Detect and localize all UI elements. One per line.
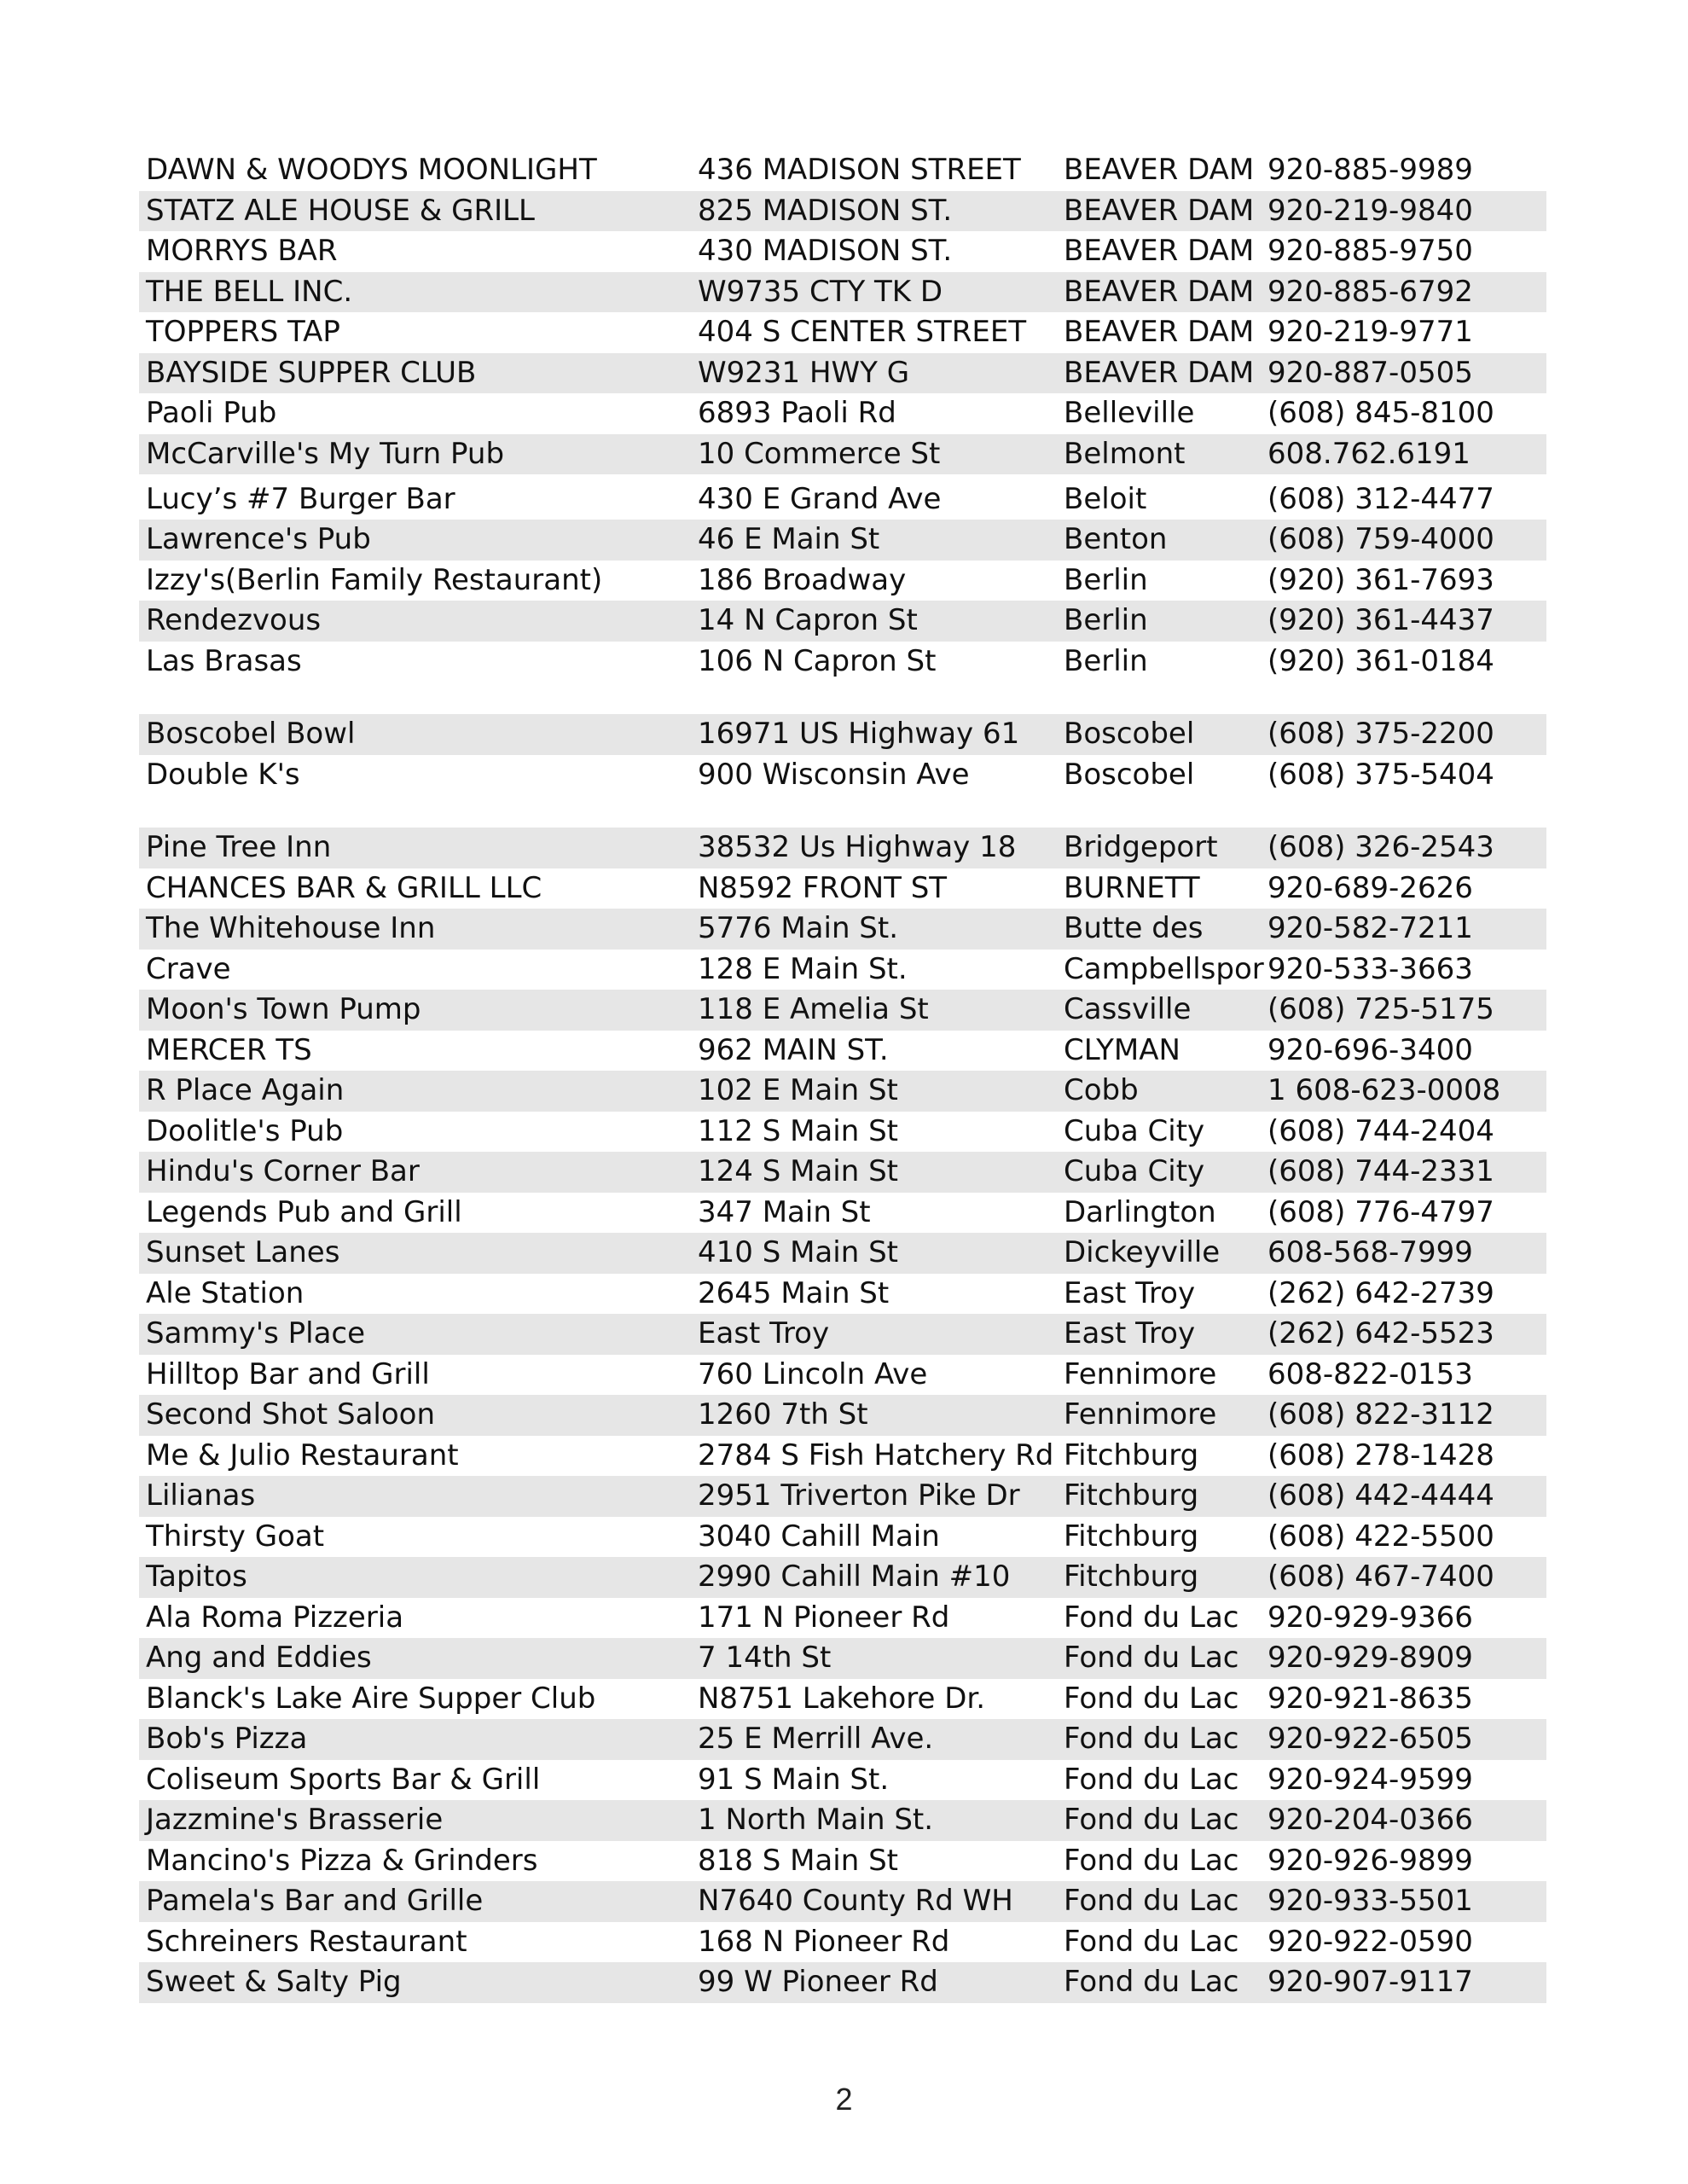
listing-row <box>139 1962 1546 2003</box>
listing-address: 2990 Cahill Main #10 <box>698 1560 1011 1594</box>
listing-address: N7640 County Rd WH <box>698 1884 1013 1918</box>
listing-address: 818 S Main St <box>698 1843 898 1878</box>
listing-name: Crave <box>146 951 231 986</box>
listing-row <box>139 561 1546 601</box>
listing-row <box>139 1152 1546 1193</box>
listing-phone: 1 608-623-0008 <box>1267 1073 1501 1107</box>
listing-city: Cobb <box>1064 1073 1139 1107</box>
listing-city: BEAVER DAM <box>1064 315 1255 349</box>
listing-city: Butte des <box>1064 911 1204 945</box>
listing-phone: 608.762.6191 <box>1267 436 1470 471</box>
listing-address: 25 E Merrill Ave. <box>698 1722 934 1756</box>
listing-phone: (608) 845-8100 <box>1267 396 1494 430</box>
listing-address: 5776 Main St. <box>698 911 899 945</box>
listing-city: East Troy <box>1064 1275 1196 1310</box>
listing-row <box>139 272 1546 313</box>
listing-address: 430 MADISON ST. <box>698 234 953 268</box>
listing-phone: (608) 442-4444 <box>1267 1478 1494 1513</box>
listing-phone: 920-582-7211 <box>1267 911 1473 945</box>
listing-phone: (608) 467-7400 <box>1267 1560 1494 1594</box>
listing-row <box>139 150 1546 191</box>
listing-address: W9735 CTY TK D <box>698 274 943 309</box>
listing-name: STATZ ALE HOUSE & GRILL <box>146 193 535 228</box>
listing-address: 124 S Main St <box>698 1154 898 1188</box>
listing-address: N8592 FRONT ST <box>698 870 948 905</box>
listing-city: Fennimore <box>1064 1356 1217 1391</box>
listing-row <box>139 353 1546 394</box>
listing-phone: (608) 422-5500 <box>1267 1519 1494 1554</box>
listing-phone: (608) 725-5175 <box>1267 992 1494 1026</box>
listing-name: Me & Julio Restaurant <box>146 1438 459 1472</box>
listing-phone: (608) 278-1428 <box>1267 1438 1494 1472</box>
listing-name: Lucy’s #7 Burger Bar <box>146 482 455 516</box>
listing-city: Fond du Lac <box>1064 1641 1239 1675</box>
listing-phone: 608-568-7999 <box>1267 1235 1473 1269</box>
listing-city: Fitchburg <box>1064 1438 1199 1472</box>
listing-city: CLYMAN <box>1064 1032 1180 1067</box>
listing-address: 436 MADISON STREET <box>698 153 1021 187</box>
listing-phone: (608) 776-4797 <box>1267 1194 1494 1229</box>
listing-name: Legends Pub and Grill <box>146 1194 462 1229</box>
listing-name: McCarville's My Turn Pub <box>146 436 505 471</box>
listing-name: MERCER TS <box>146 1032 312 1067</box>
listing-name: Ang and Eddies <box>146 1641 372 1675</box>
listing-row <box>139 601 1546 642</box>
listing-name: Mancino's Pizza & Grinders <box>146 1843 538 1878</box>
listing-name: Coliseum Sports Bar & Grill <box>146 1762 541 1797</box>
listing-name: Schreiners Restaurant <box>146 1924 467 1959</box>
listing-name: Tapitos <box>146 1560 247 1594</box>
listing-name: Pamela's Bar and Grille <box>146 1884 484 1918</box>
listing-row <box>139 312 1546 353</box>
listing-city: Fond du Lac <box>1064 1681 1239 1716</box>
listing-address: 99 W Pioneer Rd <box>698 1965 938 1999</box>
listing-phone: 920-929-8909 <box>1267 1641 1473 1675</box>
listing-city: Fond du Lac <box>1064 1843 1239 1878</box>
listing-row <box>139 1760 1546 1801</box>
listing-name: Second Shot Saloon <box>146 1397 436 1432</box>
listing-name: THE BELL INC. <box>146 274 353 309</box>
listing-city: Boscobel <box>1064 717 1195 751</box>
listing-row <box>139 520 1546 561</box>
listing-row <box>139 1436 1546 1477</box>
listing-name: Lawrence's Pub <box>146 522 371 556</box>
listing-row <box>139 1355 1546 1396</box>
listing-row <box>139 231 1546 272</box>
listing-city: BEAVER DAM <box>1064 355 1255 390</box>
listing-address: 962 MAIN ST. <box>698 1032 889 1067</box>
listing-city: Fitchburg <box>1064 1478 1199 1513</box>
listing-city: Bridgeport <box>1064 830 1218 864</box>
listing-row <box>139 1679 1546 1720</box>
listing-address: W9231 HWY G <box>698 355 910 390</box>
listing-row <box>139 1193 1546 1234</box>
listing-name: DAWN & WOODYS MOONLIGHT <box>146 153 597 187</box>
listing-city: Fond du Lac <box>1064 1884 1239 1918</box>
listing-city: Fond du Lac <box>1064 1600 1239 1635</box>
listing-name: Sammy's Place <box>146 1316 366 1350</box>
listing-name: Paoli Pub <box>146 396 277 430</box>
listing-city: Belmont <box>1064 436 1186 471</box>
listing-phone: 920-533-3663 <box>1267 951 1473 986</box>
listing-address: 7 14th St <box>698 1641 832 1675</box>
listing-address: 186 Broadway <box>698 562 907 597</box>
listing-phone: 920-885-9989 <box>1267 153 1473 187</box>
listing-row <box>139 1476 1546 1517</box>
listing-row <box>139 1274 1546 1315</box>
listing-phone: (920) 361-0184 <box>1267 643 1494 678</box>
listing-address: 825 MADISON ST. <box>698 193 953 228</box>
listing-city: BURNETT <box>1064 870 1200 905</box>
listing-row <box>139 828 1546 868</box>
listing-name: CHANCES BAR & GRILL LLC <box>146 870 542 905</box>
listing-phone: 920-689-2626 <box>1267 870 1473 905</box>
listing-city: Fennimore <box>1064 1397 1217 1432</box>
listing-city: Cuba City <box>1064 1154 1205 1188</box>
listing-address: 430 E Grand Ave <box>698 482 942 516</box>
listing-phone: (920) 361-7693 <box>1267 562 1494 597</box>
listing-phone: 920-907-9117 <box>1267 1965 1473 1999</box>
row-spacer <box>139 682 1546 714</box>
listing-city: Fond du Lac <box>1064 1924 1239 1959</box>
listing-row <box>139 755 1546 796</box>
listing-row <box>139 434 1546 475</box>
listing-row <box>139 642 1546 682</box>
listing-city: Beloit <box>1064 482 1147 516</box>
listing-name: Las Brasas <box>146 643 302 678</box>
listing-address: 900 Wisconsin Ave <box>698 757 970 792</box>
listing-city: Berlin <box>1064 643 1148 678</box>
listing-row <box>139 1233 1546 1274</box>
listing-name: BAYSIDE SUPPER CLUB <box>146 355 477 390</box>
listing-name: Hindu's Corner Bar <box>146 1154 420 1188</box>
listing-row <box>139 714 1546 755</box>
listing-address: 112 S Main St <box>698 1113 898 1148</box>
listing-row <box>139 474 1546 520</box>
listing-phone: 920-933-5501 <box>1267 1884 1473 1918</box>
listing-row <box>139 1071 1546 1112</box>
listing-address: 91 S Main St. <box>698 1762 890 1797</box>
listing-phone: (608) 744-2331 <box>1267 1154 1494 1188</box>
listing-name: MORRYS BAR <box>146 234 338 268</box>
listing-city: Cassville <box>1064 992 1192 1026</box>
listing-address: 410 S Main St <box>698 1235 898 1269</box>
listing-city: Campbellspor <box>1064 951 1264 986</box>
listing-row <box>139 1638 1546 1679</box>
listing-address: 2645 Main St <box>698 1275 890 1310</box>
listing-address: 38532 Us Highway 18 <box>698 830 1017 864</box>
listing-phone: (262) 642-5523 <box>1267 1316 1494 1350</box>
listing-phone: 920-887-0505 <box>1267 355 1473 390</box>
listing-address: 3040 Cahill Main <box>698 1519 940 1554</box>
listing-row <box>139 950 1546 990</box>
page-number: 2 <box>835 2082 853 2117</box>
listing-address: 2951 Triverton Pike Dr <box>698 1478 1020 1513</box>
listing-address: 118 E Amelia St <box>698 992 929 1026</box>
listing-address: 106 N Capron St <box>698 643 937 678</box>
listing-row <box>139 1517 1546 1558</box>
listing-name: TOPPERS TAP <box>146 315 340 349</box>
listing-phone: (262) 642-2739 <box>1267 1275 1494 1310</box>
listing-phone: 920-696-3400 <box>1267 1032 1473 1067</box>
listing-phone: (608) 326-2543 <box>1267 830 1494 864</box>
listing-city: Fond du Lac <box>1064 1762 1239 1797</box>
listing-phone: (608) 822-3112 <box>1267 1397 1494 1432</box>
listing-name: R Place Again <box>146 1073 345 1107</box>
listing-row <box>139 868 1546 909</box>
listing-address: 6893 Paoli Rd <box>698 396 896 430</box>
listing-address: 168 N Pioneer Rd <box>698 1924 950 1959</box>
listing-row <box>139 1598 1546 1639</box>
listing-city: Dickeyville <box>1064 1235 1221 1269</box>
listing-address: East Troy <box>698 1316 830 1350</box>
listing-name: Ale Station <box>146 1275 305 1310</box>
listing-name: Thirsty Goat <box>146 1519 325 1554</box>
listing-city: BEAVER DAM <box>1064 274 1255 309</box>
listing-row <box>139 1881 1546 1922</box>
listing-phone: 920-926-9899 <box>1267 1843 1473 1878</box>
listing-city: East Troy <box>1064 1316 1196 1350</box>
listing-city: Berlin <box>1064 603 1148 637</box>
listing-city: BEAVER DAM <box>1064 153 1255 187</box>
listing-row <box>139 1922 1546 1963</box>
listing-city: Cuba City <box>1064 1113 1205 1148</box>
listing-phone: 920-924-9599 <box>1267 1762 1473 1797</box>
listing-city: BEAVER DAM <box>1064 234 1255 268</box>
listing-name: Bob's Pizza <box>146 1722 308 1756</box>
listing-row <box>139 990 1546 1031</box>
listing-name: Ala Roma Pizzeria <box>146 1600 404 1635</box>
listing-row <box>139 1031 1546 1072</box>
listing-phone: (608) 312-4477 <box>1267 482 1494 516</box>
listing-address: 10 Commerce St <box>698 436 941 471</box>
listing-address: 14 N Capron St <box>698 603 918 637</box>
listing-phone: 920-204-0366 <box>1267 1803 1473 1837</box>
listing-address: 404 S CENTER STREET <box>698 315 1027 349</box>
listing-row <box>139 1112 1546 1153</box>
listing-address: 16971 US Highway 61 <box>698 717 1020 751</box>
listing-row <box>139 1841 1546 1882</box>
listing-name: The Whitehouse Inn <box>146 911 436 945</box>
listing-phone: 920-885-6792 <box>1267 274 1473 309</box>
listing-city: Fond du Lac <box>1064 1722 1239 1756</box>
listing-phone: 920-929-9366 <box>1267 1600 1473 1635</box>
listing-address: 760 Lincoln Ave <box>698 1356 928 1391</box>
listing-name: Double K's <box>146 757 300 792</box>
listing-name: Boscobel Bowl <box>146 717 356 751</box>
listing-name: Blanck's Lake Aire Supper Club <box>146 1681 596 1716</box>
listing-phone: 920-219-9771 <box>1267 315 1473 349</box>
listing-row <box>139 909 1546 950</box>
listing-phone: 608-822-0153 <box>1267 1356 1473 1391</box>
listing-phone: 920-885-9750 <box>1267 234 1473 268</box>
listing-name: Lilianas <box>146 1478 256 1513</box>
listing-phone: (608) 375-5404 <box>1267 757 1494 792</box>
listing-phone: (608) 744-2404 <box>1267 1113 1494 1148</box>
listing-phone: 920-922-0590 <box>1267 1924 1473 1959</box>
listing-city: Belleville <box>1064 396 1195 430</box>
listing-city: Fitchburg <box>1064 1519 1199 1554</box>
listing-row <box>139 1800 1546 1841</box>
listing-city: Fond du Lac <box>1064 1803 1239 1837</box>
listing-city: Fitchburg <box>1064 1560 1199 1594</box>
listing-phone: (920) 361-4437 <box>1267 603 1494 637</box>
listing-phone: 920-219-9840 <box>1267 193 1473 228</box>
listing-row <box>139 1719 1546 1760</box>
listing-city: Benton <box>1064 522 1168 556</box>
listing-name: Doolitle's Pub <box>146 1113 344 1148</box>
listing-name: Rendezvous <box>146 603 322 637</box>
listing-phone: (608) 375-2200 <box>1267 717 1494 751</box>
listing-address: 46 E Main St <box>698 522 880 556</box>
listing-row <box>139 1557 1546 1598</box>
listing-name: Jazzmine's Brasserie <box>146 1803 444 1837</box>
listing-address: 1 North Main St. <box>698 1803 934 1837</box>
listing-address: 128 E Main St. <box>698 951 908 986</box>
listing-city: Berlin <box>1064 562 1148 597</box>
listing-name: Sunset Lanes <box>146 1235 340 1269</box>
listing-name: Hilltop Bar and Grill <box>146 1356 430 1391</box>
listing-address: 102 E Main St <box>698 1073 898 1107</box>
listing-city: BEAVER DAM <box>1064 193 1255 228</box>
listing-table <box>139 150 1546 2003</box>
listing-address: 2784 S Fish Hatchery Rd <box>698 1438 1054 1472</box>
listing-city: Boscobel <box>1064 757 1195 792</box>
listing-phone: 920-921-8635 <box>1267 1681 1473 1716</box>
listing-row <box>139 1314 1546 1355</box>
listing-row <box>139 191 1546 232</box>
listing-city: Darlington <box>1064 1194 1216 1229</box>
listing-address: 171 N Pioneer Rd <box>698 1600 950 1635</box>
listing-address: 1260 7th St <box>698 1397 868 1432</box>
listing-address: 347 Main St <box>698 1194 871 1229</box>
listing-address: N8751 Lakehore Dr. <box>698 1681 986 1716</box>
listing-city: Fond du Lac <box>1064 1965 1239 1999</box>
row-spacer <box>139 795 1546 828</box>
listing-name: Izzy's(Berlin Family Restaurant) <box>146 562 603 597</box>
listing-name: Moon's Town Pump <box>146 992 421 1026</box>
listing-name: Sweet & Salty Pig <box>146 1965 402 1999</box>
listing-phone: (608) 759-4000 <box>1267 522 1494 556</box>
listing-row <box>139 1395 1546 1436</box>
listing-name: Pine Tree Inn <box>146 830 332 864</box>
listing-row <box>139 393 1546 434</box>
listing-phone: 920-922-6505 <box>1267 1722 1473 1756</box>
